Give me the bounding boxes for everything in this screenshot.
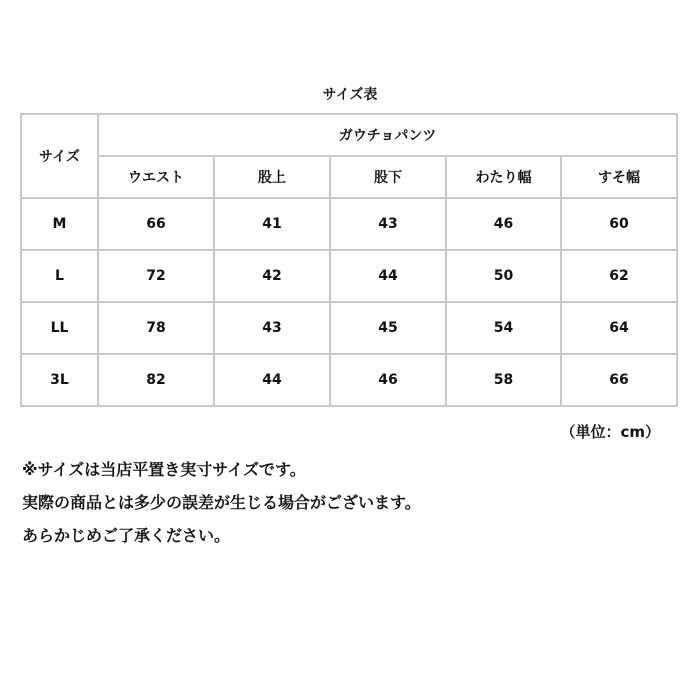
table-cell: 46 (330, 354, 446, 406)
column-header-rise: 股上 (214, 156, 330, 198)
table-cell: 66 (98, 198, 214, 250)
table-header-row (21, 114, 677, 156)
table-cell: 66 (561, 354, 677, 406)
size-label: M (21, 198, 98, 250)
table-cell: 42 (214, 250, 330, 302)
table-cell: 72 (98, 250, 214, 302)
table-cell: 82 (98, 354, 214, 406)
size-label: L (21, 250, 98, 302)
unit-note: （単位：cm） (560, 423, 660, 441)
table-cell: 46 (446, 198, 561, 250)
product-group-header: ガウチョパンツ (98, 114, 677, 156)
table-cell: 50 (446, 250, 561, 302)
size-label: 3L (21, 354, 98, 406)
page-title: サイズ表 (322, 87, 378, 103)
size-label: LL (21, 302, 98, 354)
column-header-waist: ウエスト (98, 156, 214, 198)
table-cell: 44 (330, 250, 446, 302)
size-table (20, 113, 678, 407)
table-cell: 41 (214, 198, 330, 250)
table-cell: 43 (214, 302, 330, 354)
table-cell: 64 (561, 302, 677, 354)
table-row (21, 250, 677, 302)
size-corner-label: サイズ (21, 114, 98, 198)
table-cell: 54 (446, 302, 561, 354)
column-header-inseam: 股下 (330, 156, 446, 198)
note-line: ※サイズは当店平置き実寸サイズです。 (22, 460, 306, 479)
note-line: 実際の商品とは多少の誤差が生じる場合がございます。 (22, 493, 421, 512)
table-cell: 45 (330, 302, 446, 354)
table-cell: 44 (214, 354, 330, 406)
table-row (21, 302, 677, 354)
table-cell: 58 (446, 354, 561, 406)
table-cell: 78 (98, 302, 214, 354)
column-header-thigh-width: わたり幅 (446, 156, 561, 198)
note-line: あらかじめご了承ください。 (22, 526, 231, 545)
table-row (21, 354, 677, 406)
table-row (21, 198, 677, 250)
table-column-header-row (21, 156, 677, 198)
column-header-hem-width: すそ幅 (561, 156, 677, 198)
notes-block (22, 453, 682, 552)
table-cell: 62 (561, 250, 677, 302)
table-cell: 43 (330, 198, 446, 250)
table-cell: 60 (561, 198, 677, 250)
